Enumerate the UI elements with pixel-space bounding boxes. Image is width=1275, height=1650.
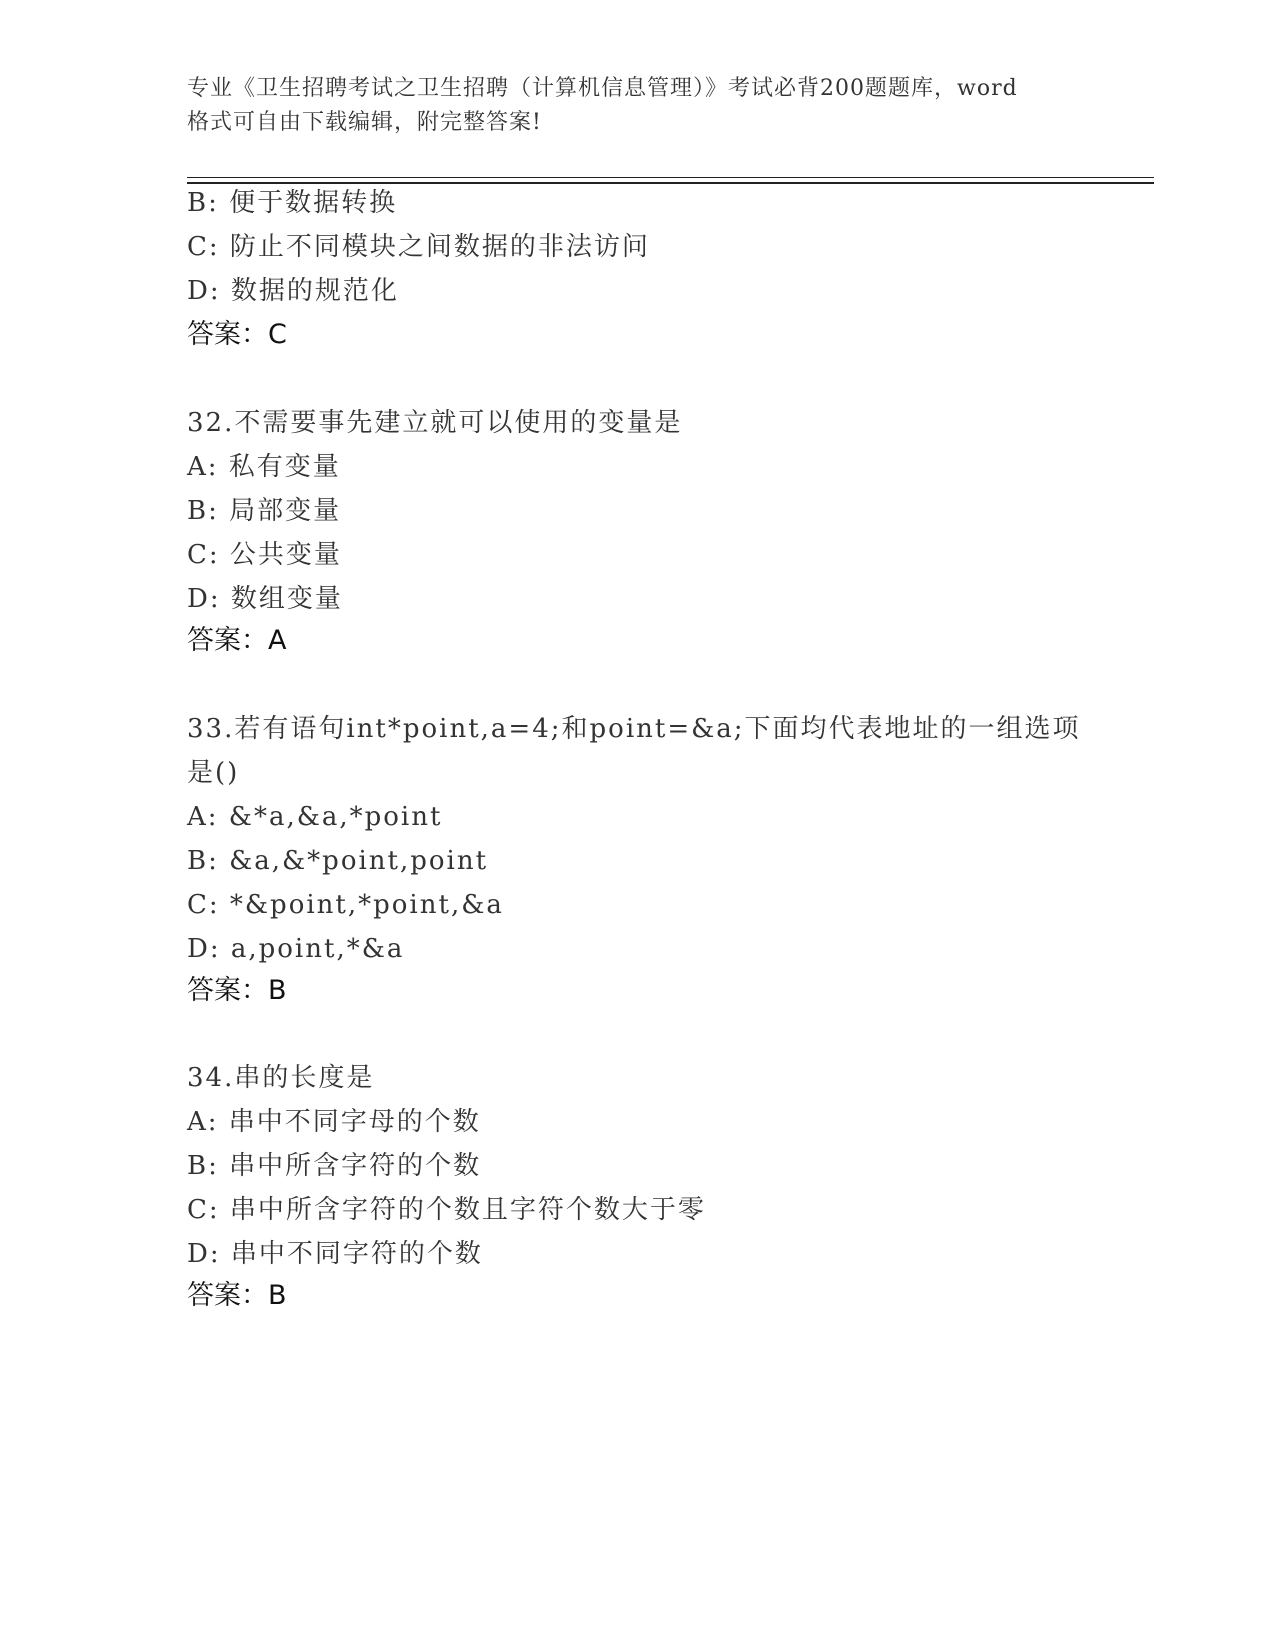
q34-option-b: B: 串中所含字符的个数 bbox=[187, 1151, 482, 1181]
q33-stem-line-2: 是() bbox=[187, 758, 240, 788]
q34-option-c: C: 串中所含字符的个数且字符个数大于零 bbox=[187, 1195, 706, 1225]
q32-option-d: D: 数组变量 bbox=[187, 584, 343, 614]
q34-option-a: A: 串中不同字母的个数 bbox=[187, 1107, 481, 1137]
q32-stem: 32.不需要事先建立就可以使用的变量是 bbox=[187, 408, 683, 438]
q32-option-c: C: 公共变量 bbox=[187, 540, 342, 570]
q32-option-b: B: 局部变量 bbox=[187, 496, 342, 526]
header-line-2: 格式可自由下载编辑，附完整答案! bbox=[187, 110, 542, 135]
q31-answer: 答案：C bbox=[187, 319, 287, 350]
header-rule-thin bbox=[187, 177, 1154, 178]
q33-option-d: D: a,point,*&a bbox=[187, 934, 405, 964]
q33-stem-line-1: 33.若有语句int*point,a=4;和point=&a;下面均代表地址的一组选项 bbox=[187, 714, 1081, 744]
q31-option-c: C: 防止不同模块之间数据的非法访问 bbox=[187, 232, 650, 262]
q33-option-c: C: *&point,*point,&a bbox=[187, 890, 504, 920]
q31-option-b: B: 便于数据转换 bbox=[187, 188, 398, 218]
q34-stem: 34.串的长度是 bbox=[187, 1063, 375, 1093]
header-line-1: 专业《卫生招聘考试之卫生招聘（计算机信息管理）》考试必背200题题库，word bbox=[187, 76, 1018, 101]
header-rule-thick bbox=[187, 182, 1154, 184]
q31-option-d: D: 数据的规范化 bbox=[187, 276, 399, 306]
document-header bbox=[187, 72, 1107, 140]
q34-option-d: D: 串中不同字符的个数 bbox=[187, 1239, 483, 1269]
q33-option-b: B: &a,&*point,point bbox=[187, 846, 489, 876]
q34-answer: 答案：B bbox=[187, 1280, 287, 1311]
q32-answer: 答案：A bbox=[187, 625, 287, 656]
q33-option-a: A: &*a,&a,*point bbox=[187, 802, 443, 832]
q33-answer: 答案：B bbox=[187, 975, 287, 1006]
q32-option-a: A: 私有变量 bbox=[187, 452, 341, 482]
